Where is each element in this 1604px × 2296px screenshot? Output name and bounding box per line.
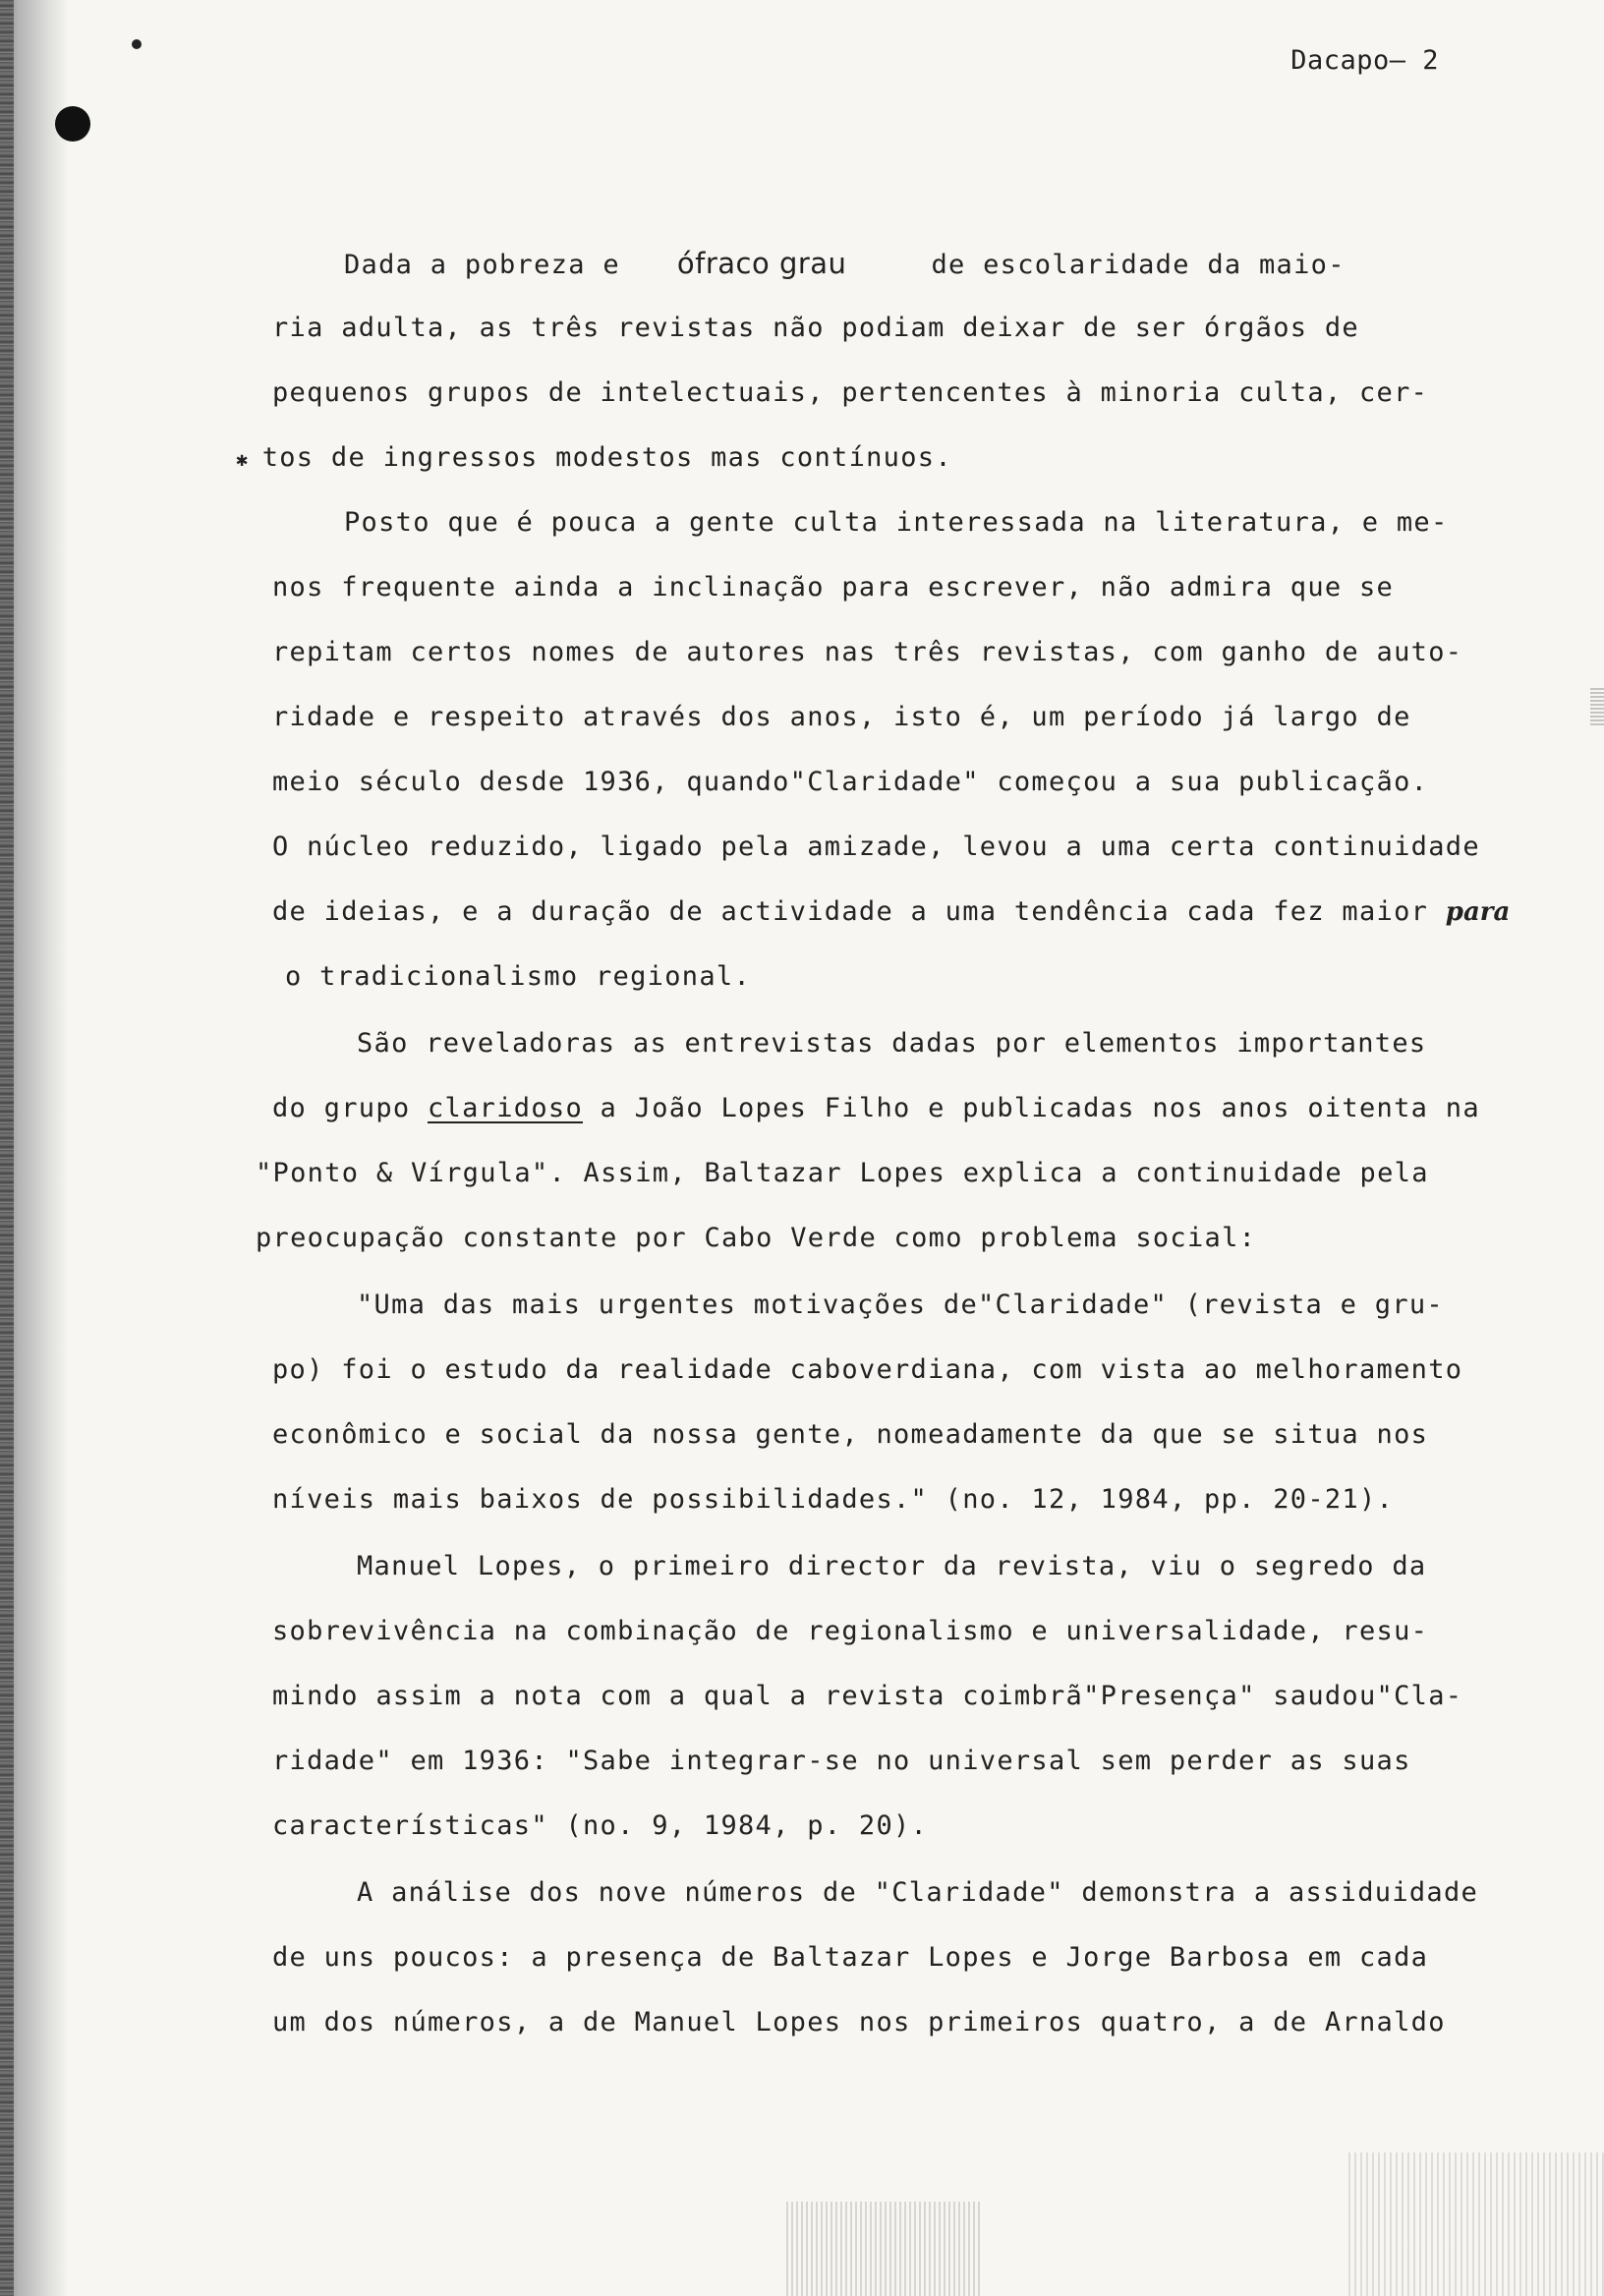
- text-line: níveis mais baixos de possibilidades." (no. 12, 1984, pp. 20-21).: [272, 1484, 1395, 1515]
- text-fragment: a João Lopes Filho e publicadas nos anos oitenta na: [583, 1093, 1480, 1123]
- text-line: po) foi o estudo da realidade caboverdiana, com vista ao melhoramento: [272, 1354, 1463, 1385]
- handwritten-annotation: para: [1445, 897, 1511, 927]
- ink-speck: [132, 39, 142, 49]
- text-line: [236, 440, 952, 477]
- text-line: "Uma das mais urgentes motivações de"Claridade" (revista e gru-: [357, 1290, 1444, 1320]
- text-line: ria adulta, as três revistas não podiam deixar de ser órgãos de: [272, 313, 1359, 343]
- scan-noise-bottom: [786, 2202, 983, 2296]
- text-fragment: Dada a pobreza e: [344, 250, 620, 280]
- text-line: A análise dos nove números de "Claridade" demonstra a assiduidade: [357, 1877, 1479, 1908]
- text-line: São reveladoras as entrevistas dadas por elementos importantes: [357, 1028, 1427, 1059]
- text-line: mindo assim a nota com a qual a revista coimbrã"Presença" saudou"Cla-: [272, 1681, 1463, 1711]
- text-line: Manuel Lopes, o primeiro director da revista, viu o segredo da: [357, 1551, 1427, 1581]
- text-line: o tradicionalismo regional.: [285, 961, 751, 992]
- text-line: um dos números, a de Manuel Lopes nos primeiros quatro, a de Arnaldo: [272, 2007, 1446, 2038]
- text-line: ridade e respeito através dos anos, isto é, um período já largo de: [272, 702, 1411, 732]
- text-fragment: de ideias, e a duração de actividade a uma tendência cada fez maior: [272, 896, 1429, 927]
- text-line: sobrevivência na combinação de regionalismo e universalidade, resu-: [272, 1616, 1429, 1646]
- text-line: repitam certos nomes de autores nas três revistas, com ganho de auto-: [272, 637, 1463, 667]
- text-line: [272, 1091, 1480, 1126]
- text-line: ridade" em 1936: "Sabe integrar-se no universal sem perder as suas: [272, 1746, 1411, 1776]
- text-fragment: do grupo: [272, 1093, 428, 1123]
- scan-noise-right: [1590, 688, 1604, 727]
- text-line: de uns poucos: a presença de Baltazar Lopes e Jorge Barbosa em cada: [272, 1942, 1429, 1973]
- text-fragment: de escolaridade da maio-: [931, 250, 1346, 280]
- text-line: O núcleo reduzido, ligado pela amizade, levou a uma certa continuidade: [272, 832, 1480, 862]
- text-line: [344, 246, 1346, 283]
- asterisk-mark: ✱: [236, 447, 262, 471]
- text-line: características" (no. 9, 1984, p. 20).: [272, 1810, 929, 1841]
- text-line: nos frequente ainda a inclinação para escrever, não admira que se: [272, 572, 1395, 603]
- underlined-word: claridoso: [428, 1093, 583, 1123]
- scan-edge-border: [0, 0, 14, 2296]
- text-line: [272, 894, 1510, 930]
- text-line: econômico e social da nossa gente, nomeadamente da que se situa nos: [272, 1419, 1429, 1450]
- scan-noise-bottom-right: [1348, 2152, 1604, 2296]
- text-line: Posto que é pouca a gente culta interessada na literatura, e me-: [344, 507, 1449, 538]
- text-line: meio século desde 1936, quando"Claridade" começou a sua publicação.: [272, 767, 1429, 797]
- page-header: Dacapo— 2: [1290, 45, 1439, 76]
- text-line: pequenos grupos de intelectuais, pertencentes à minoria culta, cer-: [272, 377, 1429, 408]
- text-line: preocupação constante por Cabo Verde como problema social:: [256, 1223, 1257, 1253]
- text-fragment: tos de ingressos modestos mas contínuos.: [261, 442, 952, 473]
- text-line: "Ponto & Vírgula". Assim, Baltazar Lopes explica a continuidade pela: [256, 1158, 1429, 1188]
- punch-hole-mark: [55, 106, 90, 142]
- typed-insertion: ófraco grau: [676, 247, 847, 280]
